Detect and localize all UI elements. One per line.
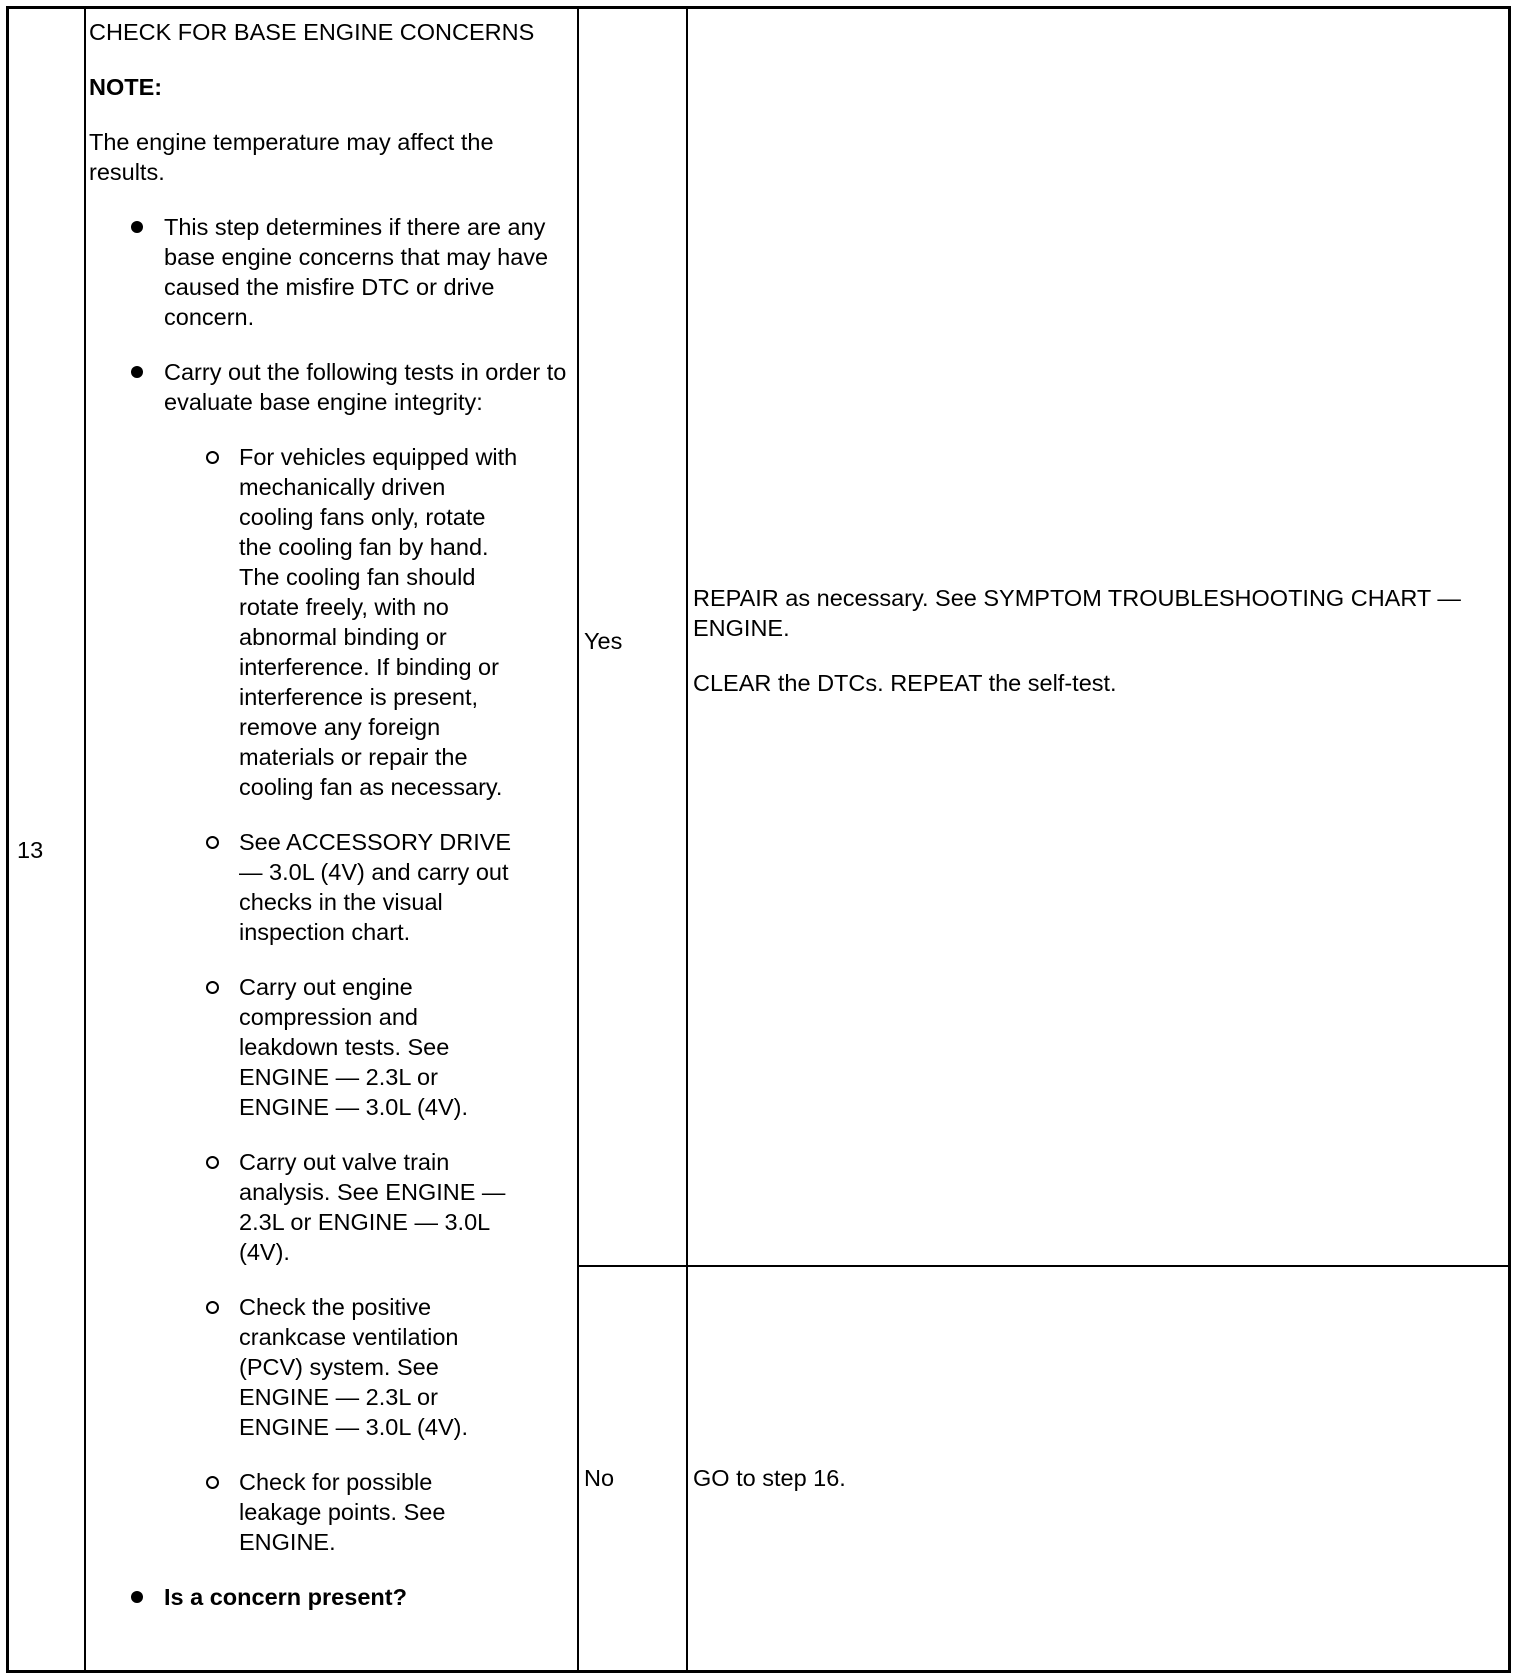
test-text: Check the positive crankcase ventilation (PCV) system. See ENGINE — 2.3L or ENGINE — 3.0L (4V). xyxy=(239,1294,468,1440)
hollow-bullet-icon xyxy=(206,1156,219,1169)
instruction-text: Carry out the following tests in order to evaluate base engine integrity: xyxy=(164,359,567,415)
note-text: The engine temperature may affect the results. xyxy=(89,129,494,185)
result-yes xyxy=(693,583,1493,723)
test-text: Carry out valve train analysis. See ENGINE — 2.3L or ENGINE — 3.0L (4V). xyxy=(239,1149,506,1265)
answer-yes: Yes xyxy=(584,628,623,654)
answer-no: No xyxy=(584,1465,615,1491)
column-divider-2 xyxy=(577,9,579,1670)
instruction-bullet xyxy=(131,212,569,332)
result-yes-line-1: REPAIR as necessary. See SYMPTOM TROUBLESHOOTING CHART — ENGINE. xyxy=(693,585,1461,641)
column-divider-3 xyxy=(686,9,688,1670)
test-list xyxy=(164,442,569,1557)
step-title: CHECK FOR BASE ENGINE CONCERNS xyxy=(89,19,535,45)
hollow-bullet-icon xyxy=(206,1476,219,1489)
bullet-icon xyxy=(131,1591,143,1603)
test-text: Check for possible leakage points. See ENGINE. xyxy=(239,1469,446,1555)
diagnostic-step-table xyxy=(6,6,1511,1673)
result-no: GO to step 16. xyxy=(693,1465,846,1491)
bullet-icon xyxy=(131,221,143,233)
test-item xyxy=(206,442,521,802)
column-divider-1 xyxy=(84,9,86,1670)
hollow-bullet-icon xyxy=(206,836,219,849)
instruction-list xyxy=(89,212,569,1612)
hollow-bullet-icon xyxy=(206,1301,219,1314)
test-text: For vehicles equipped with mechanically driven cooling fans only, rotate the cooling fan by hand. The cooling fan should rotate freely, with no abnormal binding or interference. If binding or interference is present, remove any foreign materials or repair the cooling fan as necessary. xyxy=(239,444,518,800)
step-number: 13 xyxy=(17,837,44,863)
hollow-bullet-icon xyxy=(206,451,219,464)
test-item xyxy=(206,827,521,947)
question-text: Is a concern present? xyxy=(164,1584,407,1610)
instruction-text: This step determines if there are any base engine concerns that may have caused the misfire DTC or drive concern. xyxy=(164,214,549,330)
instruction-bullet xyxy=(131,357,569,1557)
question-bullet xyxy=(131,1582,569,1612)
action-cell xyxy=(89,17,569,1637)
yes-no-row-divider xyxy=(577,1265,1508,1267)
result-yes-line-2: CLEAR the DTCs. REPEAT the self-test. xyxy=(693,670,1117,696)
test-text: See ACCESSORY DRIVE — 3.0L (4V) and carry out checks in the visual inspection chart. xyxy=(239,829,512,945)
note-label: NOTE: xyxy=(89,74,163,100)
hollow-bullet-icon xyxy=(206,981,219,994)
test-item xyxy=(206,1147,521,1267)
bullet-icon xyxy=(131,366,143,378)
test-text: Carry out engine compression and leakdown tests. See ENGINE — 2.3L or ENGINE — 3.0L (4V). xyxy=(239,974,468,1120)
test-item xyxy=(206,1292,521,1442)
test-item xyxy=(206,972,521,1122)
test-item xyxy=(206,1467,521,1557)
